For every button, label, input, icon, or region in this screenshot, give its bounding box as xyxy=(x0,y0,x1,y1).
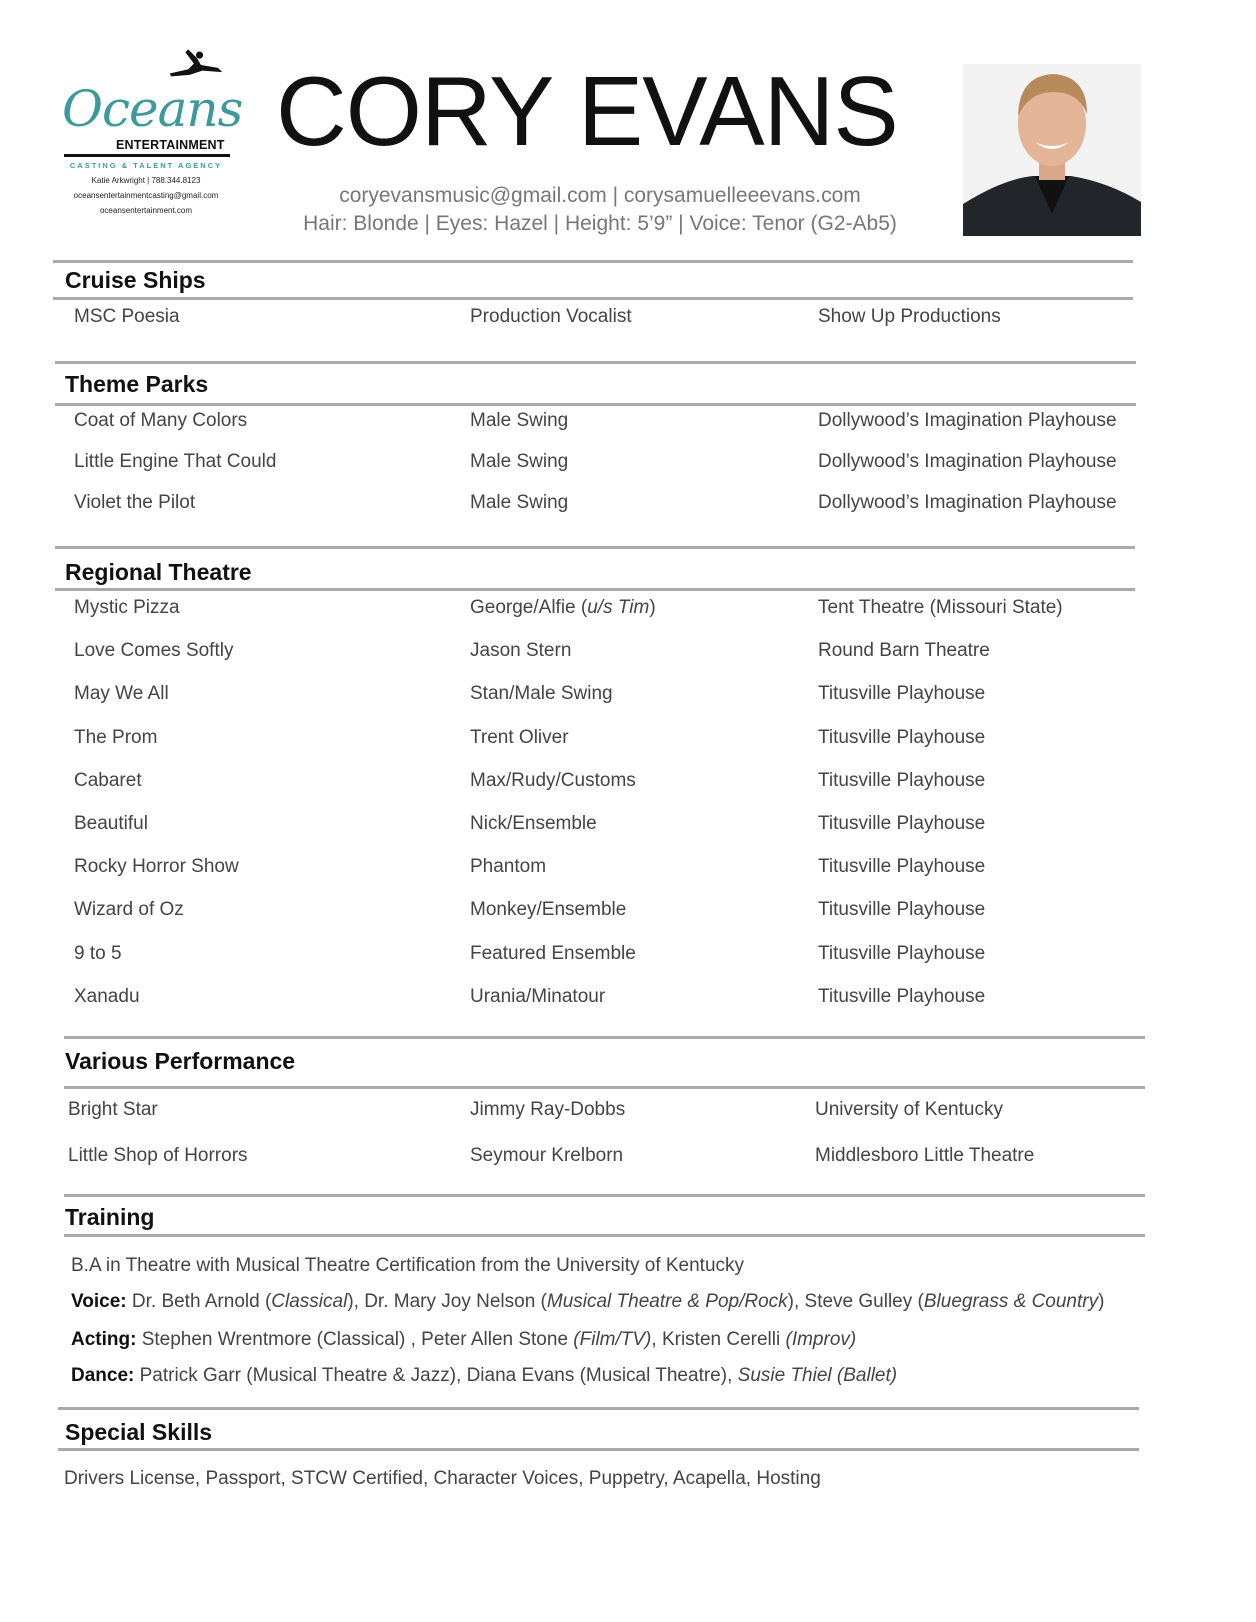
section-heading: Regional Theatre xyxy=(65,559,252,585)
training-text: ), Dr. Mary Joy Nelson ( xyxy=(347,1291,547,1312)
dancer-icon xyxy=(168,48,224,82)
section-heading: Training xyxy=(65,1204,155,1230)
logo-agency: CASTING & TALENT AGENCY xyxy=(69,161,223,170)
section-heading: Special Skills xyxy=(65,1419,213,1445)
training-line xyxy=(71,1329,856,1351)
credit-role: Featured Ensemble xyxy=(470,942,636,964)
credit-show: Beautiful xyxy=(74,813,148,834)
credit-show: Cabaret xyxy=(74,769,142,791)
training-text: Susie Thiel (Ballet) xyxy=(737,1365,898,1386)
credit-venue: University of Kentucky xyxy=(815,1099,1003,1120)
credit-venue: Titusville Playhouse xyxy=(818,856,986,878)
credit-show: May We All xyxy=(74,683,169,705)
credit-role: Max/Rudy/Customs xyxy=(470,769,636,791)
credit-venue: Dollywood’s Imagination Playhouse xyxy=(818,451,1117,472)
page-title: CORY EVANS xyxy=(276,56,898,166)
credit-show: Little Engine That Could xyxy=(74,451,277,472)
credit-venue: Round Barn Theatre xyxy=(818,640,990,662)
credit-venue: Titusville Playhouse xyxy=(818,683,986,705)
section-divider xyxy=(55,588,1135,591)
training-text: Dr. Beth Arnold ( xyxy=(126,1291,272,1312)
credit-venue: Titusville Playhouse xyxy=(818,899,986,921)
section-divider xyxy=(53,260,1133,263)
credit-role: Stan/Male Swing xyxy=(470,683,613,705)
credit-role: Jason Stern xyxy=(470,640,572,662)
section-heading: Various Performance xyxy=(65,1048,296,1074)
section-divider xyxy=(53,297,1133,300)
credit-show: Little Shop of Horrors xyxy=(68,1145,248,1166)
training-text: ), Steve Gulley ( xyxy=(787,1291,924,1312)
credit-show: Bright Star xyxy=(68,1099,158,1120)
logo-divider xyxy=(64,154,230,157)
training-line xyxy=(71,1291,1104,1313)
credit-venue: Titusville Playhouse xyxy=(818,813,986,834)
credit-venue: Titusville Playhouse xyxy=(818,985,986,1007)
section-heading: Cruise Ships xyxy=(65,267,206,293)
section-divider xyxy=(64,1194,1145,1197)
headshot-photo xyxy=(963,64,1141,236)
credit-venue: Dollywood’s Imagination Playhouse xyxy=(818,492,1117,513)
section-divider xyxy=(64,1036,1145,1039)
contact-line: coryevansmusic@gmail.com | corysamuelleeevans.com xyxy=(339,184,861,207)
credit-venue: Dollywood’s Imagination Playhouse xyxy=(818,410,1117,431)
section-divider xyxy=(64,1234,1145,1237)
credit-role: Male Swing xyxy=(470,451,569,472)
credit-role: Urania/Minatour xyxy=(470,985,606,1007)
credit-show: Violet the Pilot xyxy=(74,492,196,513)
credit-show: Wizard of Oz xyxy=(74,899,184,921)
logo-email: oceansentertainmentcasting@gmail.com xyxy=(73,191,219,200)
training-label: Acting: xyxy=(71,1329,137,1350)
section-divider xyxy=(55,546,1135,549)
credit-venue: Titusville Playhouse xyxy=(818,769,986,791)
section-divider xyxy=(58,1448,1139,1451)
training-text: , Kristen Cerelli xyxy=(651,1329,786,1350)
training-line xyxy=(71,1255,744,1277)
training-text: (Film/TV) xyxy=(573,1329,652,1350)
credit-role: George/Alfie (u/s Tim) xyxy=(470,597,656,618)
credit-role: Trent Oliver xyxy=(470,726,569,748)
logo-entertainment: ENTERTAINMENT xyxy=(116,138,225,152)
credit-show: Rocky Horror Show xyxy=(74,856,239,878)
credit-show: Coat of Many Colors xyxy=(74,410,248,431)
stats-line: Hair: Blonde | Eyes: Hazel | Height: 5’9” | Voice: Tenor (G2-Ab5) xyxy=(303,212,897,235)
credit-role: Seymour Krelborn xyxy=(470,1145,624,1166)
credit-role: Nick/Ensemble xyxy=(470,813,597,834)
training-text: B.A in Theatre with Musical Theatre Certification from the University of Kentucky xyxy=(71,1255,745,1276)
credit-venue: Show Up Productions xyxy=(818,306,1001,327)
credit-show: Xanadu xyxy=(74,985,140,1007)
credit-venue: Middlesboro Little Theatre xyxy=(815,1145,1035,1166)
credit-venue: Tent Theatre (Missouri State) xyxy=(818,597,1063,618)
credit-role: Male Swing xyxy=(470,410,569,431)
training-text: ) xyxy=(1098,1291,1105,1312)
credit-venue: Titusville Playhouse xyxy=(818,726,986,748)
special-skills-text: Drivers License, Passport, STCW Certified, Character Voices, Puppetry, Acapella, Hosting xyxy=(64,1468,821,1489)
credit-role: Production Vocalist xyxy=(470,306,632,327)
training-text: Musical Theatre & Pop/Rock xyxy=(546,1291,788,1312)
training-text: Bluegrass & Country xyxy=(923,1291,1099,1312)
section-divider xyxy=(58,1407,1139,1410)
credit-show: Mystic Pizza xyxy=(74,597,180,618)
section-heading: Theme Parks xyxy=(65,371,209,397)
credit-venue: Titusville Playhouse xyxy=(818,942,986,964)
section-divider xyxy=(64,1086,1145,1089)
section-divider xyxy=(55,361,1136,364)
training-text: Stephen Wrentmore (Classical) , Peter Allen Stone xyxy=(136,1329,574,1350)
logo-website: oceansentertainment.com xyxy=(99,206,193,215)
credit-show: 9 to 5 xyxy=(74,942,122,964)
training-text: Classical xyxy=(271,1291,348,1312)
training-label: Voice: xyxy=(71,1291,127,1312)
section-divider xyxy=(55,403,1136,406)
credit-role: Monkey/Ensemble xyxy=(470,899,627,921)
understudy-note: u/s Tim xyxy=(587,597,650,618)
credit-role: Male Swing xyxy=(470,492,569,513)
credit-role: Phantom xyxy=(470,856,547,878)
logo-contact: Katie Arkwright | 788.344.8123 xyxy=(91,176,201,185)
training-text: (Improv) xyxy=(785,1329,857,1350)
credit-role: Jimmy Ray-Dobbs xyxy=(470,1099,626,1120)
training-line xyxy=(71,1365,897,1387)
agency-logo xyxy=(60,62,243,222)
training-text: Patrick Garr (Musical Theatre & Jazz), Diana Evans (Musical Theatre), xyxy=(134,1365,738,1386)
logo-script-text: Oceans xyxy=(62,80,243,138)
credit-show: Love Comes Softly xyxy=(74,640,234,662)
credit-show: The Prom xyxy=(74,726,158,748)
credit-show: MSC Poesia xyxy=(74,306,180,327)
training-label: Dance: xyxy=(71,1365,135,1386)
